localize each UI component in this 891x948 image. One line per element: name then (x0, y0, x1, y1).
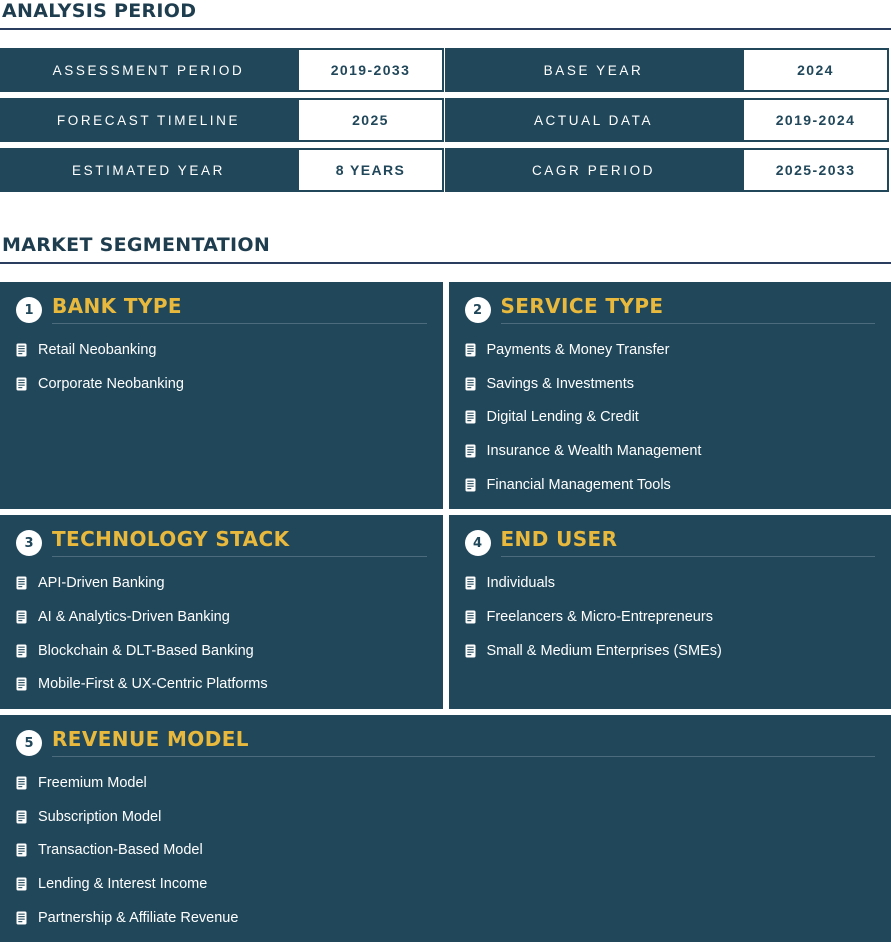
card-header (16, 729, 875, 765)
list-item (465, 609, 876, 626)
document-icon (465, 343, 476, 357)
list-item-label: Partnership & Affiliate Revenue (38, 910, 238, 927)
list-item-label: Lending & Interest Income (38, 876, 207, 893)
segmentation-row (0, 282, 891, 509)
document-icon (465, 610, 476, 624)
list-item (16, 876, 875, 893)
forecast-timeline-label: FORECAST TIMELINE (0, 98, 297, 142)
document-icon (465, 576, 476, 590)
list-item-label: Subscription Model (38, 809, 161, 826)
list-item-label: Individuals (487, 575, 556, 592)
document-icon (16, 677, 27, 691)
segment-card-bank-type (0, 282, 443, 509)
section-divider-market-segmentation (0, 262, 891, 264)
list-item-label: Insurance & Wealth Management (487, 443, 702, 460)
list-item-label: Savings & Investments (487, 376, 635, 393)
list-item (16, 609, 427, 626)
card-title: SERVICE TYPE (501, 296, 876, 324)
base-year-value: 2024 (742, 48, 889, 92)
list-item (16, 910, 875, 927)
list-item (16, 775, 875, 792)
document-icon (16, 877, 27, 891)
card-number-badge: 2 (465, 297, 491, 323)
section-spacer (0, 192, 891, 234)
segment-card-technology-stack (0, 515, 443, 709)
list-item-label: Digital Lending & Credit (487, 409, 639, 426)
section-title-analysis-period: ANALYSIS PERIOD (0, 0, 891, 28)
list-item (16, 575, 427, 592)
card-header (16, 296, 427, 332)
card-number-badge: 4 (465, 530, 491, 556)
document-icon (465, 377, 476, 391)
cagr-period-value: 2025-2033 (742, 148, 889, 192)
card-item-list (16, 342, 427, 392)
list-item-label: Financial Management Tools (487, 477, 671, 494)
card-title: REVENUE MODEL (52, 729, 875, 757)
list-item-label: AI & Analytics-Driven Banking (38, 609, 230, 626)
document-icon (465, 444, 476, 458)
list-item-label: Transaction-Based Model (38, 842, 203, 859)
section-title-market-segmentation: MARKET SEGMENTATION (0, 234, 891, 262)
cagr-period-label: CAGR PERIOD (445, 148, 742, 192)
actual-data-value: 2019-2024 (742, 98, 889, 142)
list-item-label: Payments & Money Transfer (487, 342, 670, 359)
assessment-period-label: ASSESSMENT PERIOD (0, 48, 297, 92)
list-item-label: Small & Medium Enterprises (SMEs) (487, 643, 722, 660)
assessment-period-value: 2019-2033 (297, 48, 444, 92)
list-item-label: Corporate Neobanking (38, 376, 184, 393)
document-icon (465, 644, 476, 658)
list-item-label: Freelancers & Micro-Entrepreneurs (487, 609, 713, 626)
list-item-label: Freemium Model (38, 775, 147, 792)
card-item-list (465, 342, 876, 493)
card-header (16, 529, 427, 565)
card-title: END USER (501, 529, 876, 557)
segmentation-row (0, 515, 891, 709)
list-item (465, 575, 876, 592)
document-icon (16, 576, 27, 590)
document-icon (16, 843, 27, 857)
list-item (16, 376, 427, 393)
list-item (16, 842, 875, 859)
segmentation-row (0, 715, 891, 942)
document-icon (16, 911, 27, 925)
document-icon (465, 478, 476, 492)
document-icon (16, 644, 27, 658)
estimated-year-value: 8 YEARS (297, 148, 444, 192)
analysis-period-grid (0, 48, 891, 192)
document-icon (465, 410, 476, 424)
forecast-timeline-value: 2025 (297, 98, 444, 142)
list-item (16, 809, 875, 826)
segmentation-cards (0, 282, 891, 942)
card-header (465, 529, 876, 565)
document-icon (16, 776, 27, 790)
card-number-badge: 1 (16, 297, 42, 323)
document-icon (16, 377, 27, 391)
actual-data-label: ACTUAL DATA (445, 98, 742, 142)
list-item (16, 643, 427, 660)
card-title: TECHNOLOGY STACK (52, 529, 427, 557)
segment-card-end-user (449, 515, 891, 709)
estimated-year-label: ESTIMATED YEAR (0, 148, 297, 192)
list-item (465, 477, 876, 494)
list-item-label: Blockchain & DLT-Based Banking (38, 643, 254, 660)
card-number-badge: 3 (16, 530, 42, 556)
list-item-label: Mobile-First & UX-Centric Platforms (38, 676, 268, 693)
card-item-list (465, 575, 876, 659)
list-item (465, 443, 876, 460)
document-icon (16, 810, 27, 824)
card-title: BANK TYPE (52, 296, 427, 324)
list-item (465, 342, 876, 359)
list-item (465, 643, 876, 660)
list-item (16, 342, 427, 359)
list-item-label: API-Driven Banking (38, 575, 165, 592)
segment-card-service-type (449, 282, 891, 509)
document-icon (16, 343, 27, 357)
document-icon (16, 610, 27, 624)
list-item (465, 409, 876, 426)
list-item (16, 676, 427, 693)
list-item-label: Retail Neobanking (38, 342, 157, 359)
section-divider-analysis-period (0, 28, 891, 30)
base-year-label: BASE YEAR (445, 48, 742, 92)
card-number-badge: 5 (16, 730, 42, 756)
card-header (465, 296, 876, 332)
card-item-list (16, 575, 427, 693)
segment-card-revenue-model (0, 715, 891, 942)
list-item (465, 376, 876, 393)
